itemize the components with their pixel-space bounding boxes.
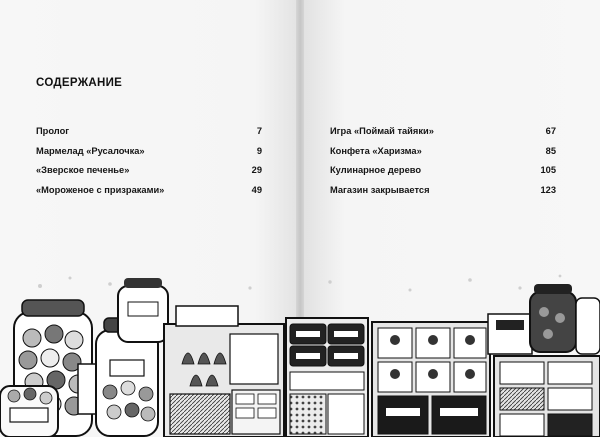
toc-entry-page: 7 — [256, 126, 262, 136]
toc-title: СОДЕРЖАНИЕ — [36, 77, 123, 89]
toc-entry-label: Конфета «Харизма» — [330, 145, 422, 156]
toc-entry-page: 29 — [251, 165, 262, 175]
sparkle-dots — [38, 275, 561, 292]
toc-entry — [330, 185, 556, 205]
toc-entry-label: Игра «Поймай тайяки» — [330, 126, 434, 136]
toc-entry-page: 105 — [540, 165, 556, 175]
toc-right-column — [330, 126, 556, 204]
toc-entry-label: Магазин закрывается — [330, 184, 430, 195]
toc-entry — [330, 146, 556, 166]
toc-entry — [36, 165, 262, 185]
toc-entry — [36, 146, 262, 166]
toc-entry-label: Кулинарное дерево — [330, 165, 422, 175]
toc-entry — [36, 126, 262, 146]
toc-entry — [330, 126, 556, 146]
candy-crates-center — [164, 306, 284, 437]
toc-entry-page: 85 — [545, 145, 556, 156]
toc-entry-page: 9 — [256, 145, 262, 156]
card-boxes — [372, 322, 490, 437]
toc-entry-label: Мармелад «Русалочка» — [36, 145, 145, 156]
toc-entry-label: «Мороженое с призраками» — [36, 184, 165, 195]
toc-entry — [36, 185, 262, 205]
toc-entry-label: Пролог — [36, 126, 70, 136]
toc-entry — [330, 165, 556, 185]
candy-jars-left — [0, 278, 168, 437]
toc-entry-page: 123 — [540, 184, 556, 195]
snack-packages — [286, 318, 368, 437]
toc-left-column — [36, 126, 262, 204]
candy-shop-illustration — [0, 268, 600, 437]
candy-jars-right — [488, 284, 600, 437]
toc-entry-page: 67 — [545, 126, 556, 136]
toc-entry-page: 49 — [251, 184, 262, 195]
toc-entry-label: «Зверское печенье» — [36, 165, 130, 175]
